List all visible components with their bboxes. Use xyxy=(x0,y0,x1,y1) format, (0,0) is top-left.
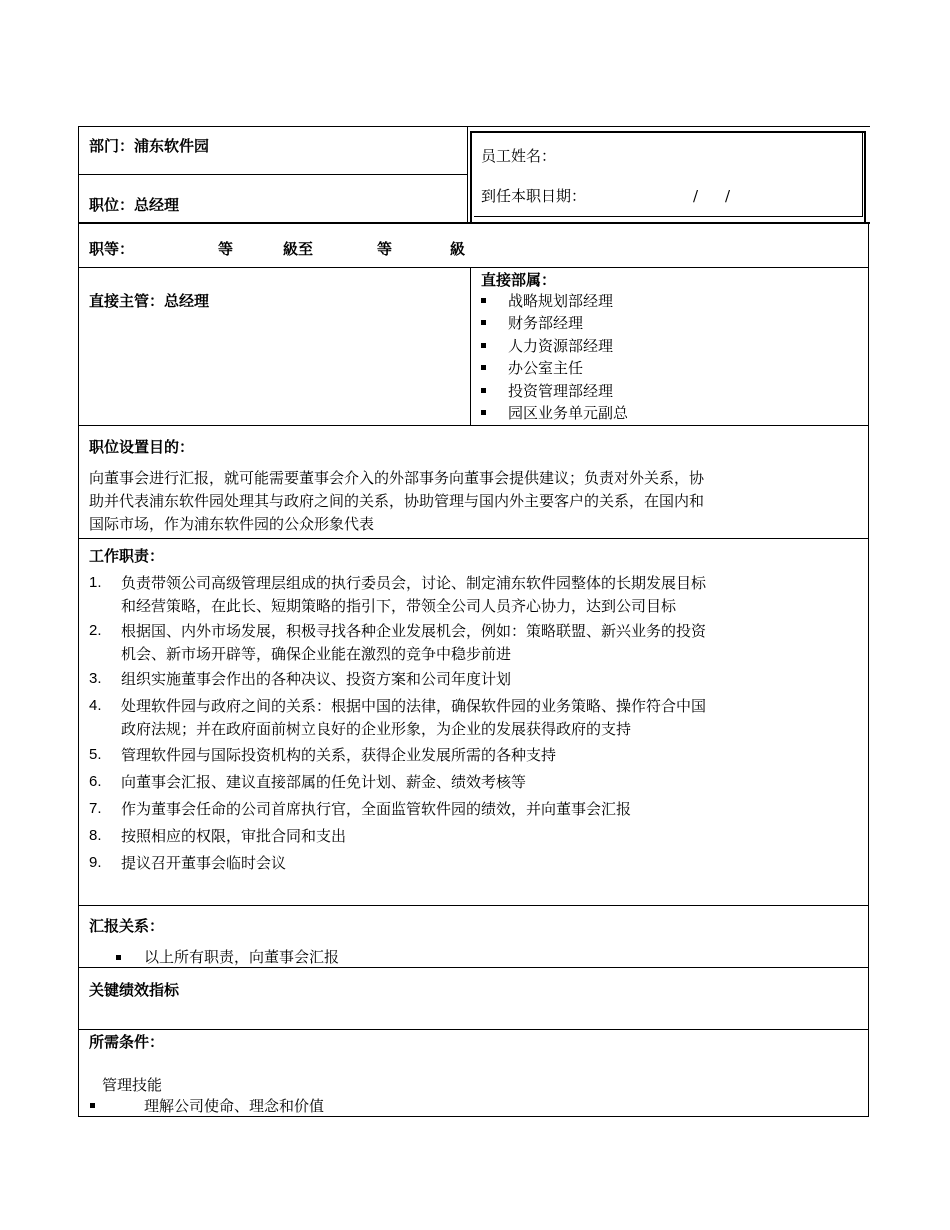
duties-bottom xyxy=(78,905,869,906)
reporting-item: 以上所有职责，向董事会汇报 xyxy=(144,948,340,966)
department-value: 浦东软件园 xyxy=(134,137,210,155)
employee-box-top xyxy=(470,131,866,133)
subordinate-item: 战略规划部经理 xyxy=(508,292,614,310)
supervisor-value: 总经理 xyxy=(164,292,210,310)
subordinate-item: 园区业务单元副总 xyxy=(508,404,629,422)
bullet-icon xyxy=(481,320,486,325)
purpose-line: 国际市场，作为浦东软件园的公众形象代表 xyxy=(89,515,375,533)
subordinate-item: 投资管理部经理 xyxy=(508,382,614,400)
dept-position-divider xyxy=(78,174,468,175)
duty-line: 作为董事会任命的公司首席执行官，全面监管软件园的绩效，并向董事会汇报 xyxy=(121,800,632,818)
reporting-title: 汇报关系： xyxy=(89,917,165,935)
subordinate-item: 人力资源部经理 xyxy=(508,337,614,355)
duty-line: 组织实施董事会作出的各种决议、投资方案和公司年度计划 xyxy=(121,670,512,688)
frame-top xyxy=(78,126,870,127)
employee-box-left xyxy=(470,131,472,223)
header-divider xyxy=(467,126,468,224)
duty-number: 6. xyxy=(89,773,102,790)
bullet-icon xyxy=(481,410,486,415)
duty-number: 4. xyxy=(89,697,102,714)
requirements-title: 所需条件： xyxy=(89,1033,165,1051)
duties-title: 工作职责： xyxy=(89,547,165,565)
bullet-icon xyxy=(481,343,486,348)
kpi-bottom xyxy=(78,1029,869,1030)
supervisor-field xyxy=(89,290,209,312)
position-label: 职位： xyxy=(89,196,135,214)
purpose-line: 助并代表浦东软件园处理其与政府之间的关系，协助管理与国内外主要客户的关系，在国内和 xyxy=(89,492,705,510)
bullet-icon xyxy=(481,388,486,393)
duty-line: 提议召开董事会临时会议 xyxy=(121,854,287,872)
employee-box-inner-bottom xyxy=(474,216,862,217)
duty-line: 负责带领公司高级管理层组成的执行委员会，讨论、制定浦东软件园整体的长期发展目标 xyxy=(121,574,707,592)
position-value: 总经理 xyxy=(134,196,180,214)
duty-number: 8. xyxy=(89,827,102,844)
duty-line: 向董事会汇报、建议直接部属的任免计划、薪金、绩效考核等 xyxy=(121,773,527,791)
header-bottom xyxy=(78,222,870,224)
position-field xyxy=(89,194,179,216)
kpi-title: 关键绩效指标 xyxy=(89,981,180,999)
employee-name-label: 员工姓名： xyxy=(481,147,557,165)
requirements-item: 理解公司使命、理念和价值 xyxy=(144,1097,325,1115)
frame-right xyxy=(868,224,869,1116)
grade-bottom xyxy=(78,267,869,268)
bullet-icon xyxy=(481,298,486,303)
date-separator-2: / xyxy=(725,187,731,205)
duty-line: 和经营策略，在此长、短期策略的指引下，带领全公司人员齐心协力，达到公司目标 xyxy=(121,597,677,615)
purpose-line: 向董事会进行汇报，就可能需要董事会介入的外部事务向董事会提供建议；负责对外关系，协 xyxy=(89,469,705,487)
duty-line: 处理软件园与政府之间的关系：根据中国的法律，确保软件园的业务策略、操作符合中国 xyxy=(121,697,707,715)
duty-number: 2. xyxy=(89,622,102,639)
duty-line: 政府法规；并在政府面前树立良好的企业形象，为企业的发展获得政府的支持 xyxy=(121,720,632,738)
date-separator-1: / xyxy=(693,187,699,205)
requirements-subtitle: 管理技能 xyxy=(102,1076,163,1094)
grade-word-3: 等 xyxy=(377,240,393,258)
duty-number: 7. xyxy=(89,800,102,817)
purpose-title: 职位设置目的： xyxy=(89,438,195,456)
duty-line: 根据国、内外市场发展，积极寻找各种企业发展机会，例如：策略联盟、新兴业务的投资 xyxy=(121,622,707,640)
subordinates-title: 直接部属： xyxy=(481,271,557,289)
duty-number: 5. xyxy=(89,746,102,763)
duty-line: 机会、新市场开辟等，确保企业能在激烈的竞争中稳步前进 xyxy=(121,645,512,663)
grade-word-1: 等 xyxy=(218,240,234,258)
grade-label: 职等： xyxy=(89,240,135,258)
bullet-icon xyxy=(116,955,121,960)
start-date-label: 到任本职日期： xyxy=(481,187,587,205)
duty-number: 3. xyxy=(89,670,102,687)
duty-number: 1. xyxy=(89,574,102,591)
grade-word-4: 級 xyxy=(450,240,466,258)
duty-line: 按照相应的权限，审批合同和支出 xyxy=(121,827,347,845)
reporting-bottom xyxy=(78,967,869,968)
department-label: 部门： xyxy=(89,137,135,155)
bullet-icon xyxy=(90,1103,95,1108)
duty-number: 9. xyxy=(89,854,102,871)
subordinate-item: 财务部经理 xyxy=(508,314,584,332)
purpose-bottom xyxy=(78,538,869,539)
subordinate-item: 办公室主任 xyxy=(508,359,584,377)
employee-box-inner-right xyxy=(862,131,863,217)
duty-line: 管理软件园与国际投资机构的关系，获得企业发展所需的各种支持 xyxy=(121,746,557,764)
grade-word-2: 級至 xyxy=(283,240,314,258)
employee-box-right xyxy=(864,131,866,223)
department-field xyxy=(89,135,209,157)
bullet-icon xyxy=(481,365,486,370)
supervisor-bottom xyxy=(78,425,869,426)
supervisor-divider xyxy=(470,267,471,425)
supervisor-label: 直接主管： xyxy=(89,292,165,310)
